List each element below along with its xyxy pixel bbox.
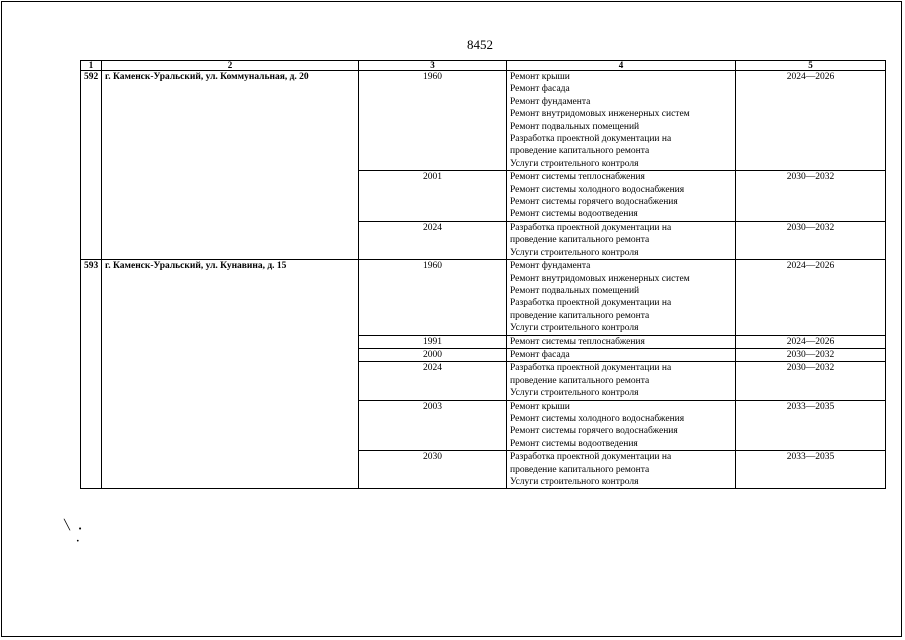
scan-speck: • [78, 525, 83, 533]
repair-work-item: проведение капитального ремонта [510, 146, 650, 157]
repair-work-item: Ремонт внутридомовых инженерных систем [510, 109, 690, 120]
repair-work-item: Ремонт системы холодного водоснабжения [510, 184, 685, 195]
repair-work-item: Ремонт системы теплоснабжения [510, 172, 645, 183]
planned-period: 2030—2032 [736, 348, 886, 361]
table-row [81, 71, 886, 171]
repair-work-item: Услуги строительного контроля [510, 158, 639, 169]
repair-work-item: Услуги строительного контроля [510, 477, 639, 487]
column-header-5: 5 [736, 61, 886, 71]
repair-work-item: Ремонт фасада [510, 84, 570, 95]
repair-work-item: проведение капитального ремонта [510, 235, 650, 246]
table-body [81, 71, 886, 489]
planned-period: 2030—2032 [736, 171, 886, 222]
repair-works-list [507, 400, 736, 451]
planned-period: 2024—2026 [736, 260, 886, 335]
repair-work-item: Ремонт подвальных помещений [510, 121, 640, 132]
repair-work-item: Ремонт системы теплоснабжения [510, 336, 645, 347]
repair-work-item: Ремонт системы горячего водоснабжения [510, 426, 678, 437]
last-repair-year: 1991 [359, 335, 507, 348]
planned-period: 2030—2032 [736, 362, 886, 400]
repair-work-item: Ремонт фасада [510, 349, 570, 360]
repair-work-item: Ремонт внутридомовых инженерных систем [510, 273, 690, 284]
repair-work-item: Ремонт крыши [510, 72, 570, 82]
planned-period: 2024—2026 [736, 71, 886, 171]
repair-work-item: Ремонт фундамента [510, 96, 591, 107]
repair-works-list [507, 260, 736, 335]
column-number-row [81, 61, 886, 71]
repair-work-item: Услуги строительного контроля [510, 323, 639, 334]
repair-work-item: Услуги строительного контроля [510, 247, 639, 258]
repair-work-item: Разработка проектной документации на [510, 222, 672, 233]
repair-works-list [507, 348, 736, 361]
repair-works-list [507, 451, 736, 489]
building-address: г. Каменск-Уральский, ул. Коммунальная, д. 20 [102, 71, 359, 260]
planned-period: 2030—2032 [736, 221, 886, 259]
repair-works-list [507, 171, 736, 222]
repair-works-list [507, 221, 736, 259]
repair-work-item: Ремонт фундамента [510, 261, 591, 272]
page-number: 8452 [467, 37, 493, 52]
repair-work-item: Ремонт системы водоотведения [510, 209, 638, 220]
building-address: г. Каменск-Уральский, ул. Кунавина, д. 15 [102, 260, 359, 489]
capital-repair-table [80, 60, 886, 489]
repair-work-item: Ремонт системы водоотведения [510, 438, 638, 449]
repair-work-item: Ремонт крыши [510, 401, 570, 412]
last-repair-year: 2000 [359, 348, 507, 361]
repair-work-item: Разработка проектной документации на [510, 363, 672, 374]
repair-work-item: проведение капитального ремонта [510, 310, 650, 321]
repair-work-item: Разработка проектной документации на [510, 452, 672, 463]
last-repair-year: 1960 [359, 260, 507, 335]
repair-work-item: Услуги строительного контроля [510, 388, 639, 399]
repair-works-list [507, 335, 736, 348]
scan-speck: ╲ [64, 520, 71, 531]
column-header-2: 2 [102, 61, 359, 71]
scan-speck: • [76, 538, 80, 545]
repair-work-item: Ремонт подвальных помещений [510, 285, 640, 296]
repair-work-item: Разработка проектной документации на [510, 298, 672, 309]
table-row [81, 260, 886, 335]
planned-period: 2033—2035 [736, 400, 886, 451]
repair-work-item: Ремонт системы горячего водоснабжения [510, 197, 678, 208]
repair-work-item: проведение капитального ремонта [510, 464, 650, 475]
repair-works-list [507, 362, 736, 400]
repair-work-item: Ремонт системы холодного водоснабжения [510, 413, 685, 424]
repair-work-item: проведение капитального ремонта [510, 375, 650, 386]
repair-works-list [507, 71, 736, 171]
last-repair-year: 2024 [359, 221, 507, 259]
column-header-1: 1 [81, 61, 102, 71]
last-repair-year: 2003 [359, 400, 507, 451]
building-number: 592 [81, 71, 102, 260]
column-header-3: 3 [359, 61, 507, 71]
column-header-4: 4 [507, 61, 736, 71]
last-repair-year: 2030 [359, 451, 507, 489]
last-repair-year: 2001 [359, 171, 507, 222]
last-repair-year: 2024 [359, 362, 507, 400]
last-repair-year: 1960 [359, 71, 507, 171]
planned-period: 2024—2026 [736, 335, 886, 348]
planned-period: 2033—2035 [736, 451, 886, 489]
building-number: 593 [81, 260, 102, 489]
repair-work-item: Разработка проектной документации на [510, 134, 672, 145]
